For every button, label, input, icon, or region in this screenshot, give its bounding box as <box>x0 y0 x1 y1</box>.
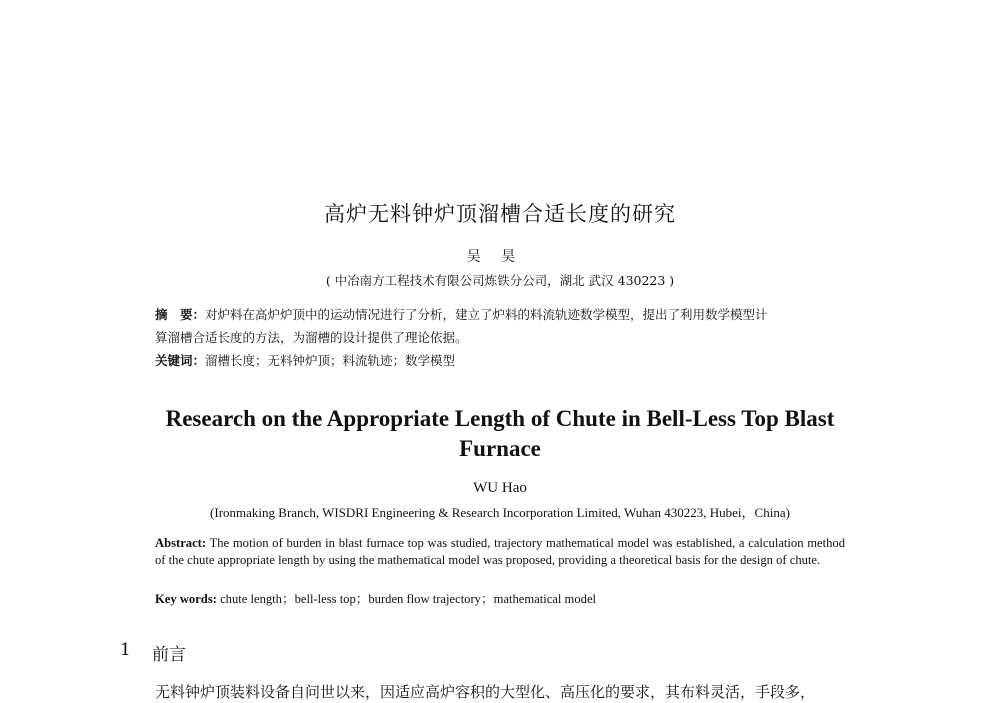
chinese-affiliation: ( 中冶南方工程技术有限公司炼铁分公司，湖北 武汉 430223 ) <box>325 273 675 288</box>
chinese-abstract-label: 摘 要： <box>155 307 206 322</box>
english-title-line1: Research on the Appropriate Length of Chute in Bell-Less Top Blast <box>165 406 835 431</box>
chinese-keywords-label: 关键词： <box>155 353 206 368</box>
chinese-abstract-line1: 对炉料在高炉炉顶中的运动情况进行了分析，建立了炉料的料流轨迹数学模型，提出了利用数学模型计 <box>205 307 768 322</box>
english-keywords <box>155 588 596 607</box>
chinese-keywords: 溜槽长度；无料钟炉顶；料流轨迹；数学模型 <box>205 353 456 368</box>
chinese-abstract-line2: 算溜槽合适长度的方法，为溜槽的设计提供了理论依据。 <box>155 330 468 345</box>
english-title-line2: Furnace <box>459 436 541 461</box>
section-number: 1 <box>120 640 131 660</box>
chinese-author: 吴 昊 <box>466 249 524 265</box>
english-title <box>0 404 1000 464</box>
english-abstract <box>155 535 845 568</box>
chinese-abstract <box>155 303 855 372</box>
english-abstract-text: The motion of burden in blast furnace top was studied, trajectory mathematical model was established, a calculation method of the chute appropriate length by using the mathematical model was proposed, providing a theoretical basis for the design of chute. <box>155 536 845 567</box>
section-title: 前言 <box>152 645 186 665</box>
body-paragraph-line: 无料钟炉顶装料设备自问世以来，因适应高炉容积的大型化、高压化的要求，其布料灵活，手段多， <box>155 683 816 701</box>
english-abstract-label: Abstract: <box>155 536 207 550</box>
english-keywords-text: chute length；bell-less top；burden flow trajectory；mathematical model <box>220 592 597 606</box>
chinese-title: 高炉无料钟炉顶溜槽合适长度的研究 <box>324 202 676 226</box>
english-author: WU Hao <box>473 480 527 496</box>
english-keywords-label: Key words: <box>155 592 217 606</box>
english-affiliation: (Ironmaking Branch, WISDRI Engineering & Research Incorporation Limited, Wuhan 430223, Hubei，China) <box>210 505 790 520</box>
